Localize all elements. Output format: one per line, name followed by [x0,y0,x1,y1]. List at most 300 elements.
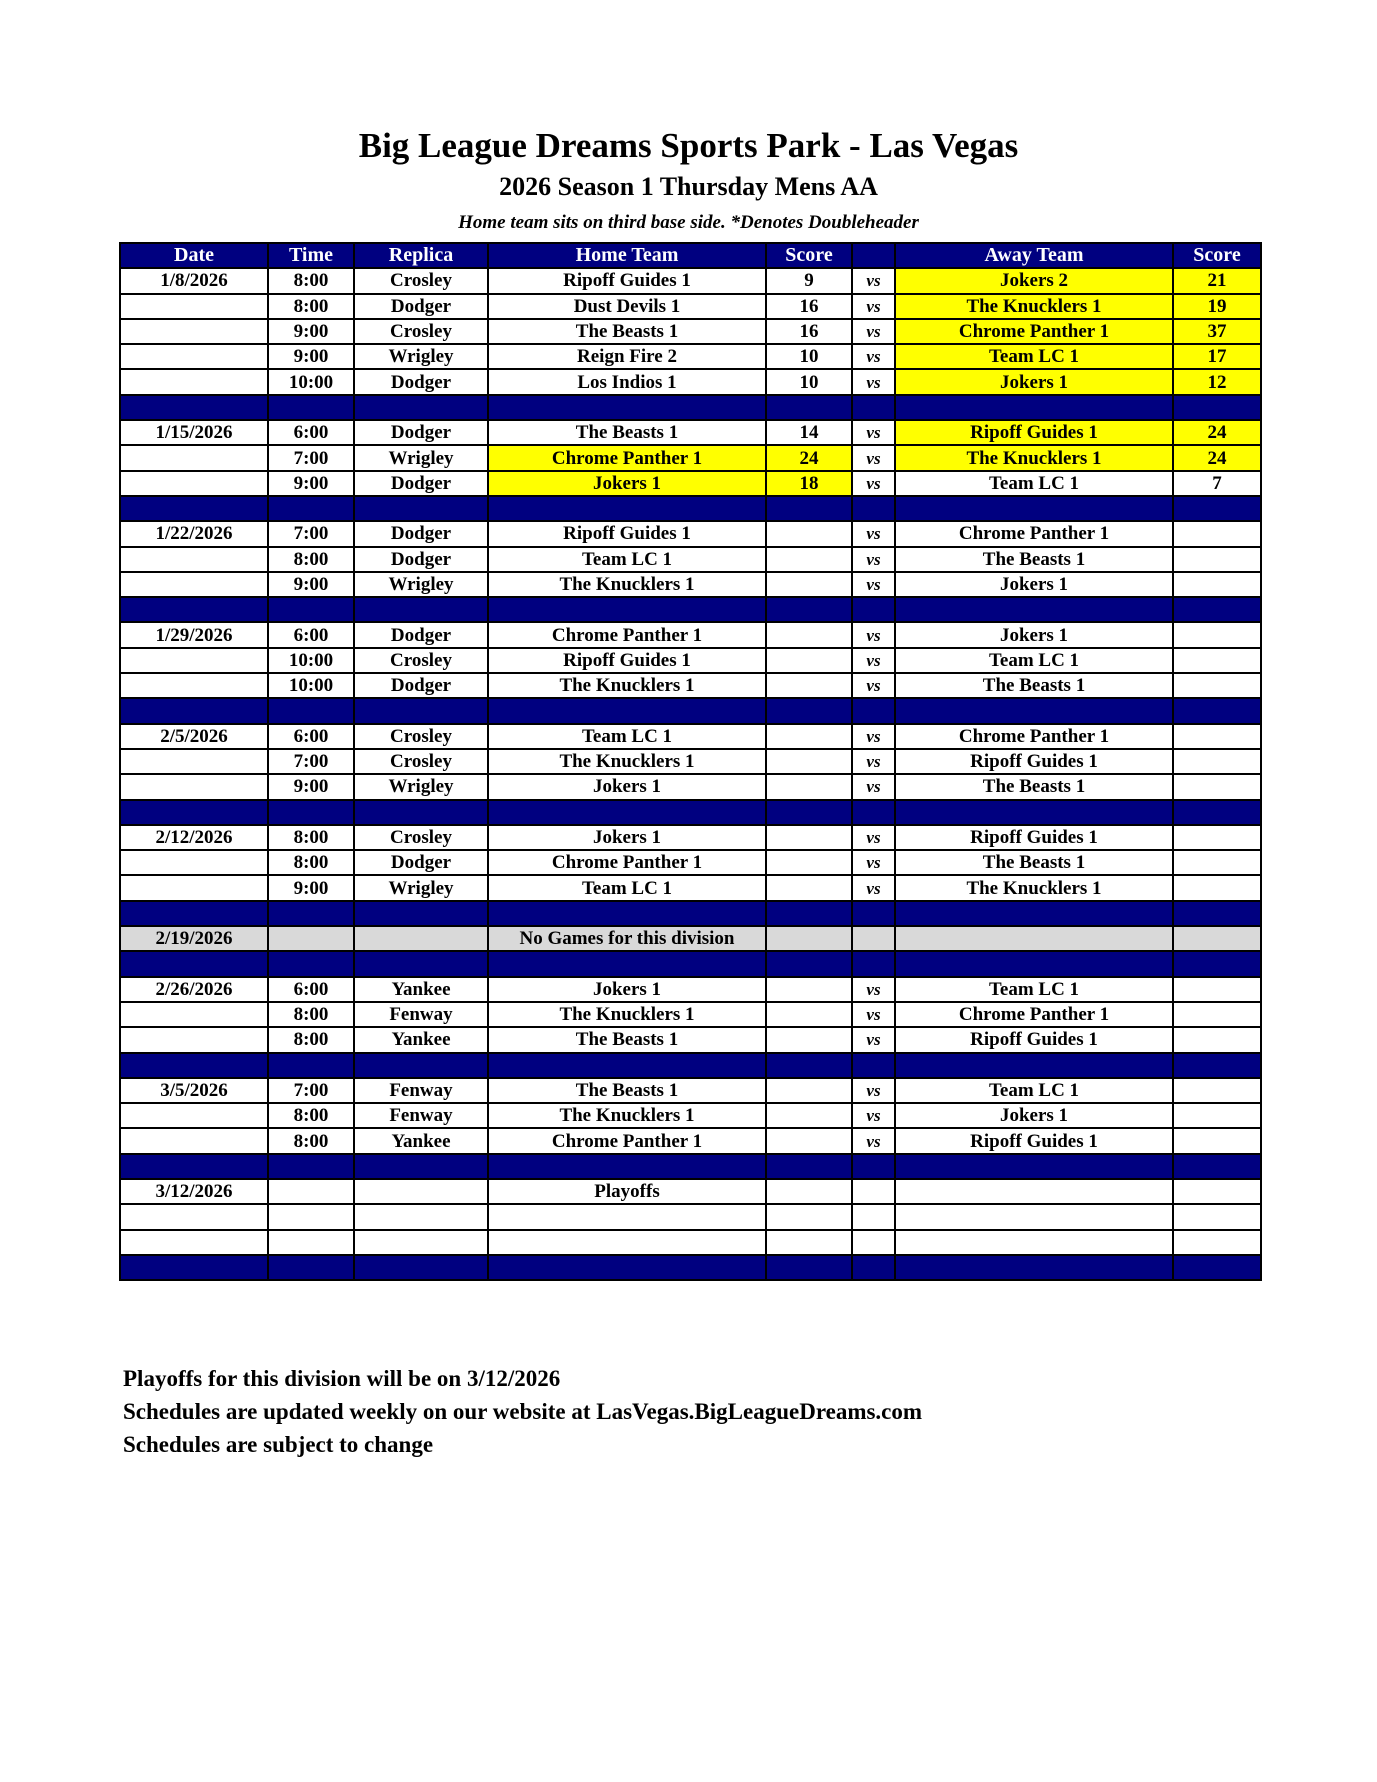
cell-replica: Yankee [354,1128,488,1153]
cell-vs [852,1204,895,1229]
cell-vs: vs [852,268,895,293]
cell-vs: vs [852,648,895,673]
cell-replica [354,597,488,622]
separator-row [120,1053,1261,1078]
cell-away-score: 19 [1173,294,1261,319]
table-row [120,673,1261,698]
cell-vs: vs [852,420,895,445]
cell-away-team: Team LC 1 [895,344,1173,369]
cell-away-team [895,1053,1173,1078]
cell-away-score [1173,673,1261,698]
cell-time [268,1053,354,1078]
cell-replica: Yankee [354,977,488,1002]
cell-away-score [1173,597,1261,622]
cell-away-score [1173,1179,1261,1204]
cell-date: 1/8/2026 [120,268,268,293]
cell-away-score: 17 [1173,344,1261,369]
cell-home-team: The Beasts 1 [488,420,766,445]
cell-home-team: Team LC 1 [488,875,766,900]
cell-vs [852,951,895,976]
cell-date: 3/12/2026 [120,1179,268,1204]
cell-away-score [1173,926,1261,951]
cell-home-score [766,648,852,673]
cell-vs: vs [852,294,895,319]
cell-time [268,1154,354,1179]
cell-vs [852,1230,895,1255]
cell-time: 9:00 [268,572,354,597]
cell-away-team: Team LC 1 [895,1078,1173,1103]
cell-home-score [766,1230,852,1255]
cell-home-score [766,850,852,875]
cell-home-score [766,1103,852,1128]
cell-home-team: Chrome Panther 1 [488,850,766,875]
cell-home-team: Ripoff Guides 1 [488,648,766,673]
table-row [120,572,1261,597]
cell-vs: vs [852,724,895,749]
cell-date [120,698,268,723]
cell-vs: vs [852,774,895,799]
cell-home-team: Chrome Panther 1 [488,622,766,647]
separator-row [120,951,1261,976]
cell-date [120,749,268,774]
cell-time: 8:00 [268,294,354,319]
cell-replica [354,698,488,723]
cell-vs: vs [852,344,895,369]
cell-replica: Dodger [354,471,488,496]
cell-away-score: 21 [1173,268,1261,293]
schedule-table [119,242,1262,1281]
table-row [120,850,1261,875]
cell-away-score: 12 [1173,369,1261,394]
cell-time: 8:00 [268,825,354,850]
cell-away-team: The Beasts 1 [895,673,1173,698]
cell-replica: Crosley [354,825,488,850]
cell-away-score [1173,850,1261,875]
cell-away-score [1173,800,1261,825]
table-row [120,521,1261,546]
cell-vs: vs [852,977,895,1002]
cell-vs [852,395,895,420]
cell-away-team [895,951,1173,976]
cell-home-team [488,901,766,926]
cell-away-score: 24 [1173,445,1261,470]
cell-time: 7:00 [268,521,354,546]
cell-date [120,344,268,369]
cell-away-score [1173,547,1261,572]
cell-away-team: The Knucklers 1 [895,445,1173,470]
cell-home-team: The Knucklers 1 [488,1002,766,1027]
cell-home-score: 16 [766,319,852,344]
cell-replica [354,1255,488,1280]
table-row [120,749,1261,774]
cell-replica: Dodger [354,369,488,394]
cell-away-score [1173,521,1261,546]
table-row [120,774,1261,799]
cell-home-score [766,724,852,749]
cell-time [268,1230,354,1255]
cell-away-score [1173,1103,1261,1128]
header-date: Date [120,243,268,268]
cell-vs: vs [852,1078,895,1103]
cell-home-team: The Knucklers 1 [488,572,766,597]
cell-away-score [1173,774,1261,799]
cell-away-team: Ripoff Guides 1 [895,420,1173,445]
cell-date [120,395,268,420]
cell-date [120,471,268,496]
header-away-score: Score [1173,243,1261,268]
cell-replica: Dodger [354,294,488,319]
page-title: Big League Dreams Sports Park - Las Vegas [358,126,1019,165]
cell-away-score [1173,901,1261,926]
cell-home-team: No Games for this division [488,926,766,951]
cell-away-team: The Beasts 1 [895,774,1173,799]
cell-away-score [1173,875,1261,900]
cell-time [268,597,354,622]
cell-date [120,1053,268,1078]
cell-away-score [1173,648,1261,673]
cell-home-score [766,926,852,951]
cell-home-score [766,1154,852,1179]
table-row [120,875,1261,900]
cell-away-team: Chrome Panther 1 [895,724,1173,749]
cell-home-team [488,395,766,420]
cell-home-team: Ripoff Guides 1 [488,521,766,546]
cell-away-team: Jokers 2 [895,268,1173,293]
cell-away-score [1173,395,1261,420]
separator-row [120,1154,1261,1179]
cell-vs: vs [852,319,895,344]
cell-date [120,1128,268,1153]
cell-away-score [1173,622,1261,647]
cell-vs [852,1255,895,1280]
table-row [120,344,1261,369]
cell-time: 9:00 [268,344,354,369]
cell-away-team [895,1204,1173,1229]
cell-away-score [1173,1255,1261,1280]
cell-vs: vs [852,572,895,597]
cell-away-team: Jokers 1 [895,1103,1173,1128]
cell-home-team: Chrome Panther 1 [488,1128,766,1153]
cell-date [120,673,268,698]
cell-time [268,800,354,825]
cell-replica: Dodger [354,420,488,445]
cell-home-score [766,1255,852,1280]
cell-home-score: 10 [766,344,852,369]
cell-home-score: 14 [766,420,852,445]
cell-replica [354,1154,488,1179]
cell-away-team [895,698,1173,723]
table-header [120,243,1261,268]
table-row [120,294,1261,319]
cell-time: 6:00 [268,724,354,749]
cell-vs [852,597,895,622]
table-row [120,1002,1261,1027]
cell-time: 10:00 [268,648,354,673]
cell-away-score [1173,1027,1261,1052]
cell-vs: vs [852,1027,895,1052]
page-subtitle: 2026 Season 1 Thursday Mens AA [499,172,878,201]
cell-home-team: Jokers 1 [488,977,766,1002]
cell-away-team: Team LC 1 [895,471,1173,496]
cell-date: 2/5/2026 [120,724,268,749]
table-row [120,1128,1261,1153]
cell-home-team [488,496,766,521]
cell-home-team [488,1204,766,1229]
cell-date [120,547,268,572]
cell-home-team: Team LC 1 [488,547,766,572]
cell-replica: Fenway [354,1078,488,1103]
separator-row [120,1255,1261,1280]
cell-home-team [488,698,766,723]
separator-row [120,800,1261,825]
cell-home-score: 10 [766,369,852,394]
cell-replica [354,1179,488,1204]
cell-date [120,1255,268,1280]
cell-home-score: 18 [766,471,852,496]
cell-away-team [895,395,1173,420]
cell-away-team: Jokers 1 [895,572,1173,597]
cell-date [120,850,268,875]
cell-date [120,597,268,622]
cell-away-score [1173,1230,1261,1255]
cell-replica: Dodger [354,673,488,698]
cell-away-score [1173,698,1261,723]
cell-home-score [766,977,852,1002]
cell-time: 9:00 [268,875,354,900]
cell-replica: Dodger [354,547,488,572]
cell-home-team: Reign Fire 2 [488,344,766,369]
cell-home-score [766,622,852,647]
cell-date: 1/29/2026 [120,622,268,647]
cell-home-score [766,572,852,597]
cell-home-score: 9 [766,268,852,293]
separator-row [120,496,1261,521]
cell-vs: vs [852,369,895,394]
cell-time: 8:00 [268,1002,354,1027]
cell-away-team: The Beasts 1 [895,850,1173,875]
cell-replica [354,800,488,825]
table-row [120,1027,1261,1052]
header-vs [852,243,895,268]
cell-vs [852,1179,895,1204]
cell-vs: vs [852,875,895,900]
cell-date: 2/26/2026 [120,977,268,1002]
cell-home-team: The Knucklers 1 [488,749,766,774]
cell-time: 6:00 [268,977,354,1002]
cell-away-team [895,926,1173,951]
cell-away-score [1173,496,1261,521]
cell-away-score [1173,1002,1261,1027]
cell-time: 8:00 [268,547,354,572]
table-row [120,622,1261,647]
cell-home-team: The Knucklers 1 [488,1103,766,1128]
cell-away-team: Chrome Panther 1 [895,319,1173,344]
header-time: Time [268,243,354,268]
cell-replica [354,1204,488,1229]
cell-home-team: The Beasts 1 [488,1027,766,1052]
cell-date [120,1027,268,1052]
cell-date: 3/5/2026 [120,1078,268,1103]
cell-home-team: Playoffs [488,1179,766,1204]
cell-away-score [1173,1154,1261,1179]
cell-away-score [1173,951,1261,976]
cell-replica [354,496,488,521]
cell-home-score [766,547,852,572]
cell-replica: Dodger [354,521,488,546]
cell-replica [354,395,488,420]
cell-home-team [488,1154,766,1179]
cell-date [120,901,268,926]
cell-vs: vs [852,622,895,647]
cell-vs: vs [852,471,895,496]
cell-date [120,1103,268,1128]
cell-replica: Crosley [354,648,488,673]
header-home-score: Score [766,243,852,268]
cell-home-team: Jokers 1 [488,471,766,496]
cell-time [268,1255,354,1280]
cell-away-team: Team LC 1 [895,977,1173,1002]
cell-home-team [488,1255,766,1280]
cell-home-score [766,875,852,900]
cell-away-team: Jokers 1 [895,369,1173,394]
cell-away-team: Jokers 1 [895,622,1173,647]
cell-vs: vs [852,1002,895,1027]
header-home-team: Home Team [488,243,766,268]
cell-away-team: Ripoff Guides 1 [895,1027,1173,1052]
cell-home-score [766,951,852,976]
cell-home-score [766,901,852,926]
cell-replica [354,926,488,951]
cell-away-score [1173,1053,1261,1078]
cell-time: 8:00 [268,1027,354,1052]
cell-vs [852,1154,895,1179]
cell-away-team [895,901,1173,926]
cell-away-score: 7 [1173,471,1261,496]
cell-time: 10:00 [268,369,354,394]
table-row [120,1204,1261,1229]
table-row [120,977,1261,1002]
cell-vs [852,1053,895,1078]
cell-away-score [1173,724,1261,749]
cell-vs [852,800,895,825]
cell-replica [354,951,488,976]
cell-away-score: 24 [1173,420,1261,445]
cell-home-team: Jokers 1 [488,825,766,850]
cell-replica: Crosley [354,319,488,344]
cell-away-team: Ripoff Guides 1 [895,825,1173,850]
cell-time: 8:00 [268,1128,354,1153]
cell-replica: Wrigley [354,344,488,369]
cell-replica [354,1230,488,1255]
cell-date [120,875,268,900]
cell-time [268,1204,354,1229]
cell-away-team: Ripoff Guides 1 [895,749,1173,774]
cell-vs: vs [852,749,895,774]
cell-replica: Fenway [354,1002,488,1027]
cell-time [268,1179,354,1204]
cell-date [120,1002,268,1027]
cell-away-score [1173,977,1261,1002]
cell-replica: Crosley [354,724,488,749]
cell-home-team: The Beasts 1 [488,1078,766,1103]
cell-date [120,1204,268,1229]
cell-time [268,395,354,420]
cell-home-team [488,1230,766,1255]
cell-replica [354,1053,488,1078]
cell-replica: Dodger [354,622,488,647]
cell-away-team: The Knucklers 1 [895,294,1173,319]
cell-away-team: Chrome Panther 1 [895,1002,1173,1027]
cell-date: 2/19/2026 [120,926,268,951]
header-away-team: Away Team [895,243,1173,268]
table-row [120,547,1261,572]
table-row [120,926,1261,951]
cell-vs: vs [852,673,895,698]
cell-replica: Yankee [354,1027,488,1052]
cell-time [268,698,354,723]
cell-home-score [766,496,852,521]
cell-home-score [766,698,852,723]
table-row [120,1179,1261,1204]
cell-date [120,1154,268,1179]
cell-vs [852,698,895,723]
cell-home-team [488,951,766,976]
cell-date: 1/15/2026 [120,420,268,445]
cell-away-team [895,1154,1173,1179]
cell-vs: vs [852,1128,895,1153]
cell-replica: Crosley [354,749,488,774]
cell-replica: Crosley [354,268,488,293]
cell-home-team: Ripoff Guides 1 [488,268,766,293]
cell-away-team: The Knucklers 1 [895,875,1173,900]
separator-row [120,698,1261,723]
cell-time: 9:00 [268,319,354,344]
cell-away-team: Team LC 1 [895,648,1173,673]
cell-vs: vs [852,547,895,572]
cell-vs: vs [852,521,895,546]
cell-date [120,951,268,976]
cell-home-score [766,521,852,546]
cell-date [120,294,268,319]
cell-home-team: The Knucklers 1 [488,673,766,698]
cell-home-team: Jokers 1 [488,774,766,799]
table-row [120,724,1261,749]
cell-away-score [1173,1078,1261,1103]
cell-home-team [488,1053,766,1078]
cell-home-score [766,673,852,698]
cell-home-score: 24 [766,445,852,470]
table-row [120,1078,1261,1103]
cell-time [268,926,354,951]
cell-date [120,445,268,470]
cell-date [120,496,268,521]
cell-date [120,369,268,394]
cell-home-team: Chrome Panther 1 [488,445,766,470]
table-row [120,268,1261,293]
cell-time: 9:00 [268,471,354,496]
cell-home-score: 16 [766,294,852,319]
cell-date [120,572,268,597]
cell-home-team [488,597,766,622]
table-row [120,1103,1261,1128]
cell-away-score [1173,749,1261,774]
cell-vs: vs [852,445,895,470]
table-row [120,319,1261,344]
cell-time [268,901,354,926]
cell-away-team [895,1179,1173,1204]
cell-date [120,648,268,673]
cell-replica: Wrigley [354,875,488,900]
